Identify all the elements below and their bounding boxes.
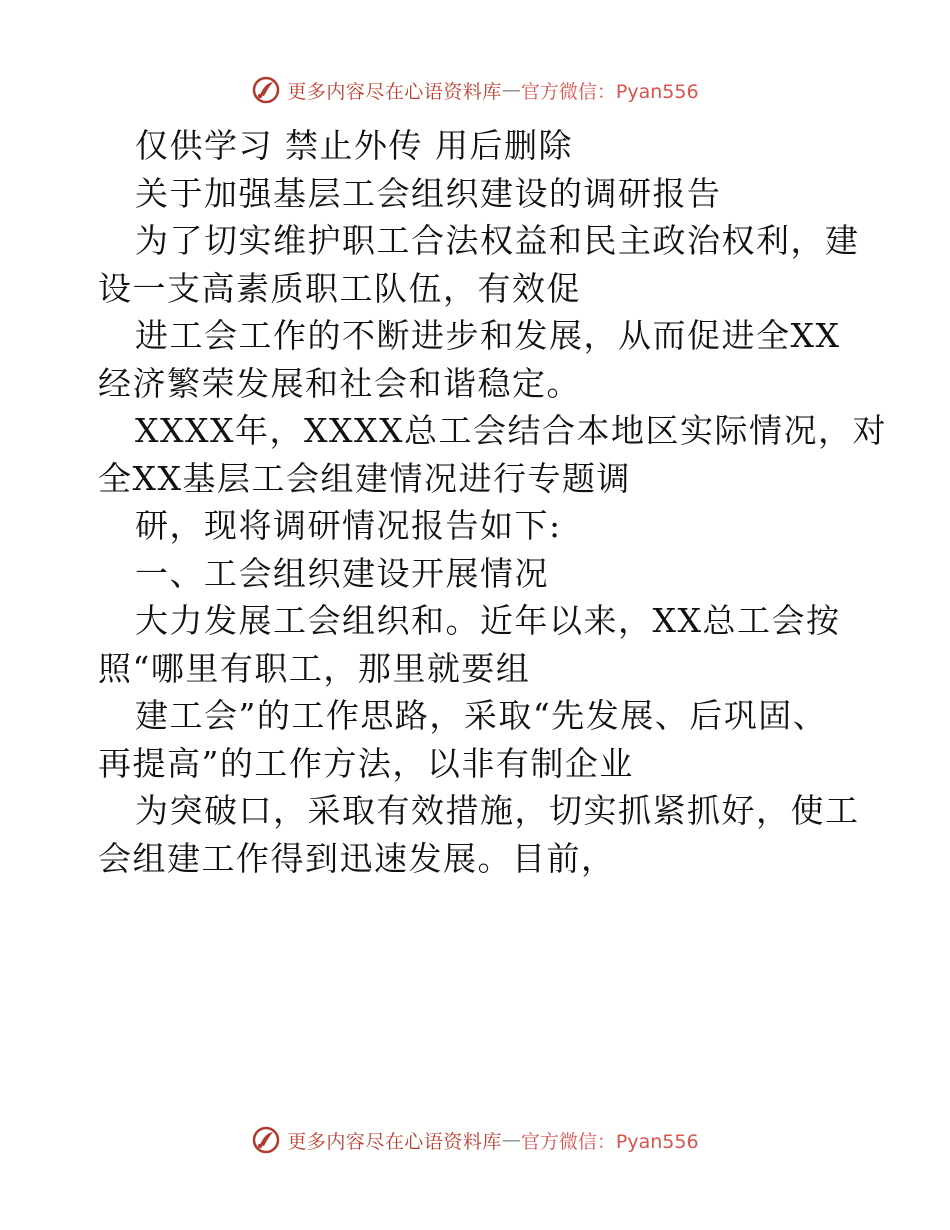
footer-site-text: 更多内容尽在心语资料库: [287, 1130, 502, 1153]
brush-logo-icon: [251, 75, 281, 105]
paragraph-line: 为突破口，采取有效措施，切实抓紧抓好，使工: [135, 791, 860, 830]
paragraph-line: XXXX年，XXXX总工会结合本地区实际情况，对: [135, 411, 887, 450]
header-contact-text: 官方微信：Pyan556: [520, 80, 699, 103]
header-banner: [0, 70, 950, 110]
section-heading: 一、工会组织建设开展情况: [135, 553, 549, 593]
paragraph-line: 照“哪里有职工，那里就要组: [98, 648, 531, 688]
brush-logo-icon: [251, 1125, 281, 1155]
paragraph-line: 会组建工作得到迅速发展。目前，: [98, 838, 616, 878]
paragraph-line: 进工会工作的不断进步和发展，从而促进全XX: [135, 316, 841, 355]
notice-line: 仅供学习 禁止外传 用后删除: [135, 126, 573, 165]
footer-separator: —: [501, 1129, 521, 1151]
footer-contact-text: 官方微信：Pyan556: [520, 1130, 699, 1153]
paragraph-line: 经济繁荣发展和社会和谐稳定。: [98, 363, 581, 403]
paragraph-line: 研，现将调研情况报告如下:: [135, 506, 562, 545]
paragraph-line: 再提高”的工作方法，以非有制企业: [98, 743, 634, 783]
header-separator: —: [501, 79, 521, 101]
footer-banner: [0, 1120, 950, 1160]
document-title: 关于加强基层工会组织建设的调研报告: [135, 173, 722, 213]
document-body: [98, 122, 887, 882]
paragraph-line: 大力发展工会组织和。近年以来，XX总工会按: [135, 601, 841, 640]
paragraph-line: 建工会”的工作思路，采取“先发展、后巩固、: [135, 696, 828, 735]
header-site-text: 更多内容尽在心语资料库: [287, 80, 502, 103]
paragraph-line: 设一支高素质职工队伍，有效促: [98, 268, 581, 308]
paragraph-line: 为了切实维护职工合法权益和民主政治权利，建: [135, 221, 860, 260]
paragraph-line: 全XX基层工会组建情况进行专题调: [98, 458, 631, 498]
